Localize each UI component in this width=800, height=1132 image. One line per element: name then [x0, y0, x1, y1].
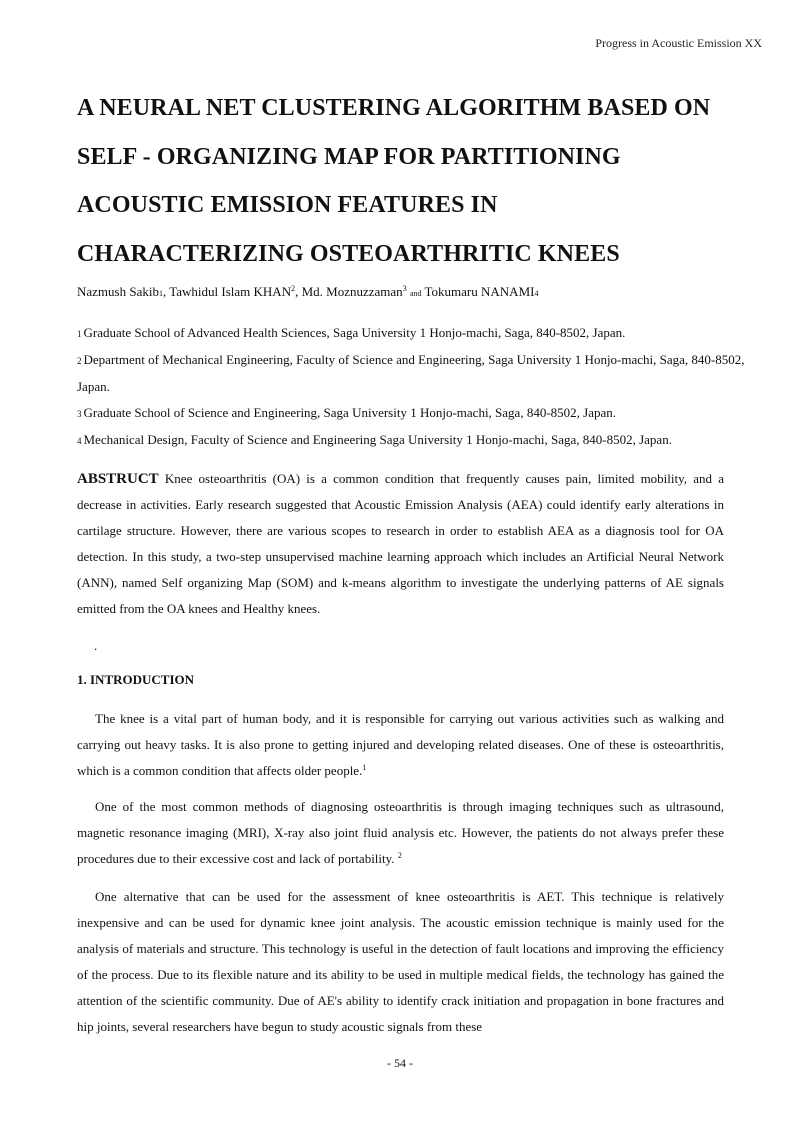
running-header: Progress in Acoustic Emission XX — [595, 36, 762, 50]
affiliation-number: 3 — [77, 409, 82, 419]
paragraph-text: The knee is a vital part of human body, and it is responsible for carrying out various activities such as walking and carrying out heavy tasks. It is also prone to getting injured and developing related diseases. One of these is osteoarthritis, which is a common condition that affects older people. — [77, 711, 724, 778]
title-line: A NEURAL NET CLUSTERING ALGORITHM BASED ON — [77, 95, 711, 121]
affiliation-number: 2 — [77, 356, 82, 366]
paragraph-text: One of the most common methods of diagnosing osteoarthritis is through imaging techniques such as ultrasound, magnetic resonance imaging (MRI), X-ray also joint fluid analysis etc. However, the patients do not always prefer these procedures due to their excessive cost and lack of portability. — [77, 799, 724, 866]
affiliation-mark: 4 — [534, 289, 539, 298]
abstract — [77, 466, 724, 622]
affiliation-item — [77, 320, 747, 347]
affiliations — [77, 320, 747, 454]
affiliation-mark: 3 — [402, 284, 407, 293]
affiliation-number: 1 — [77, 329, 82, 339]
paragraph-text: One alternative that can be used for the assessment of knee osteoarthritis is AET. This technique is relatively inexpensive and can be used for dynamic knee joint analysis. The acoustic emission technique is mainly used for the analysis of materials and structure. This technology is useful in the detection of fault locations and improving the efficiency of the process. Due to its flexible nature and its ability to be used in multiple medical fields, the technology has gained the attention of the scientific community. Due of AE's ability to identify crack initiation and propagation in bone fractures and hip joints, several researchers have begun to study acoustic signals from these — [77, 889, 724, 1034]
reference-mark: 1 — [362, 763, 367, 772]
affiliation-text: Department of Mechanical Engineering, Faculty of Science and Engineering, Saga University 1 Honjo-machi, Saga, 840-8502, Japan. — [77, 352, 745, 394]
author-name: Nazmush Sakib — [77, 284, 159, 299]
affiliation-mark: 1 — [158, 289, 163, 298]
author-name: Tokumaru NANAMI — [424, 284, 535, 299]
author-name: , Tawhidul Islam KHAN — [162, 284, 292, 299]
affiliation-item — [77, 400, 747, 427]
affiliation-item — [77, 427, 747, 454]
intro-paragraph — [77, 794, 724, 872]
affiliation-text: Graduate School of Advanced Health Sciences, Saga University 1 Honjo-machi, Saga, 840-8502, Japan. — [83, 325, 626, 340]
paper-title — [77, 84, 767, 278]
stray-dot: . — [94, 638, 98, 653]
page-number: - 54 - — [387, 1056, 413, 1070]
author-name: , Md. Moznuzzaman — [295, 284, 403, 299]
affiliation-text: Graduate School of Science and Engineering, Saga University 1 Honjo-machi, Saga, 840-8502, Japan. — [83, 405, 616, 420]
affiliation-number: 4 — [77, 436, 82, 446]
section-heading-introduction: 1. INTRODUCTION — [77, 672, 195, 687]
affiliation-mark: 2 — [291, 284, 296, 293]
abstract-label: ABSTRUCT — [77, 471, 159, 487]
author-list — [77, 284, 538, 300]
title-line: ACOUSTIC EMISSION FEATURES IN — [77, 192, 498, 218]
abstract-text: Knee osteoarthritis (OA) is a common condition that frequently causes pain, limited mobility, and a decrease in activities. Early research suggested that Acoustic Emission Analysis (AEA) could identify early alterations in cartilage structure. However, there are various scopes to research in order to establish AEA as a diagnosis tool for OA detection. In this study, a two-step unsupervised machine learning approach which includes an Artificial Neural Network (ANN), named Self organizing Map (SOM) and k-means algorithm to investigate the underlying patterns of AE signals emitted from the OA knees and Healthy knees. — [77, 471, 724, 616]
reference-mark: 2 — [397, 851, 402, 860]
and-word: and — [409, 289, 422, 298]
intro-paragraph — [77, 706, 724, 784]
affiliation-text: Mechanical Design, Faculty of Science and Engineering Saga University 1 Honjo-machi, Saga, 840-8502, Japan. — [83, 432, 672, 447]
intro-paragraph — [77, 884, 724, 1040]
affiliation-item — [77, 347, 747, 400]
title-line: CHARACTERIZING OSTEOARTHRITIC KNEES — [77, 240, 620, 267]
title-line: SELF - ORGANIZING MAP FOR PARTITIONING — [77, 143, 621, 170]
